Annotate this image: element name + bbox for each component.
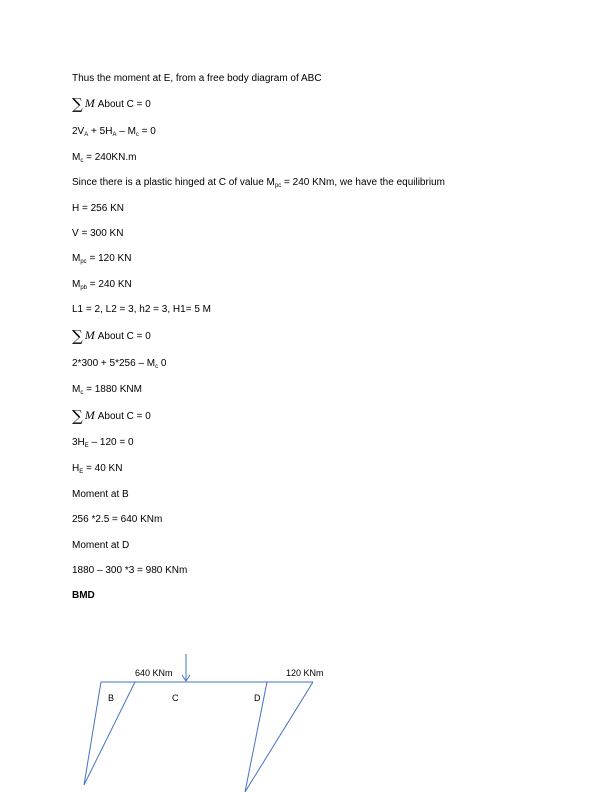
vertical-force: V = 300 KN — [72, 228, 124, 239]
bmd-heading: BMD — [72, 590, 95, 601]
equilibrium-equation-3: $3H_E - 120 = 0$ — [72, 437, 134, 449]
sigma-icon: ∑ — [72, 95, 83, 113]
moment-sum-equation-3: ∑ M About C = 0 — [72, 407, 151, 425]
sigma-icon: ∑ — [72, 407, 83, 425]
moment-sum-equation-2: ∑ M About C = 0 — [72, 327, 151, 345]
moment-at-b-heading: Moment at B — [72, 489, 129, 500]
down-arrow-icon — [182, 675, 190, 681]
moment-sum-equation-1: ∑ M About C = 0 — [72, 95, 151, 113]
right-moment-label: 120 KNm — [286, 668, 324, 678]
point-c-label: C — [172, 693, 179, 703]
moment-at-b-calc: 256 *2.5 = 640 KNm — [72, 514, 163, 525]
plastic-moment-pc: $M_{pc} = 120$ KN — [72, 253, 132, 265]
moment-c-result-2: $M_c = 1880$ KNM — [72, 384, 142, 396]
horizontal-reaction-e: $H_E = 40$ KN — [72, 463, 123, 475]
sigma-icon: ∑ — [72, 327, 83, 345]
horizontal-force: H = 256 KN — [72, 203, 124, 214]
equilibrium-equation-2: $2*300 + 5*256 - M_c$ 0 — [72, 358, 167, 370]
intro-text: Thus the moment at E, from a free body diagram of ABC — [72, 73, 322, 84]
plastic-moment-pb: $M_{pb} = 240$ KN — [72, 279, 132, 291]
moment-c-result-1: $M_c = 240KN.m$ — [72, 152, 137, 164]
point-b-label: B — [108, 693, 115, 703]
plastic-hinge-statement: Since there is a plastic hinged at C of value $M_{pc} = 240$ KNm, we have the equilibrium — [72, 177, 445, 189]
equilibrium-equation-1: $2V_A + 5H_A - M_c = 0$ — [72, 126, 156, 138]
left-moment-label: 640 KNm — [135, 668, 173, 678]
dimensions: L1 = 2, L2 = 3, h2 = 3, H1= 5 M — [72, 304, 211, 315]
moment-at-d-calc: 1880 – 300 *3 = 980 KNm — [72, 565, 188, 576]
moment-at-d-heading: Moment at D — [72, 540, 130, 551]
point-d-label: D — [254, 693, 261, 703]
